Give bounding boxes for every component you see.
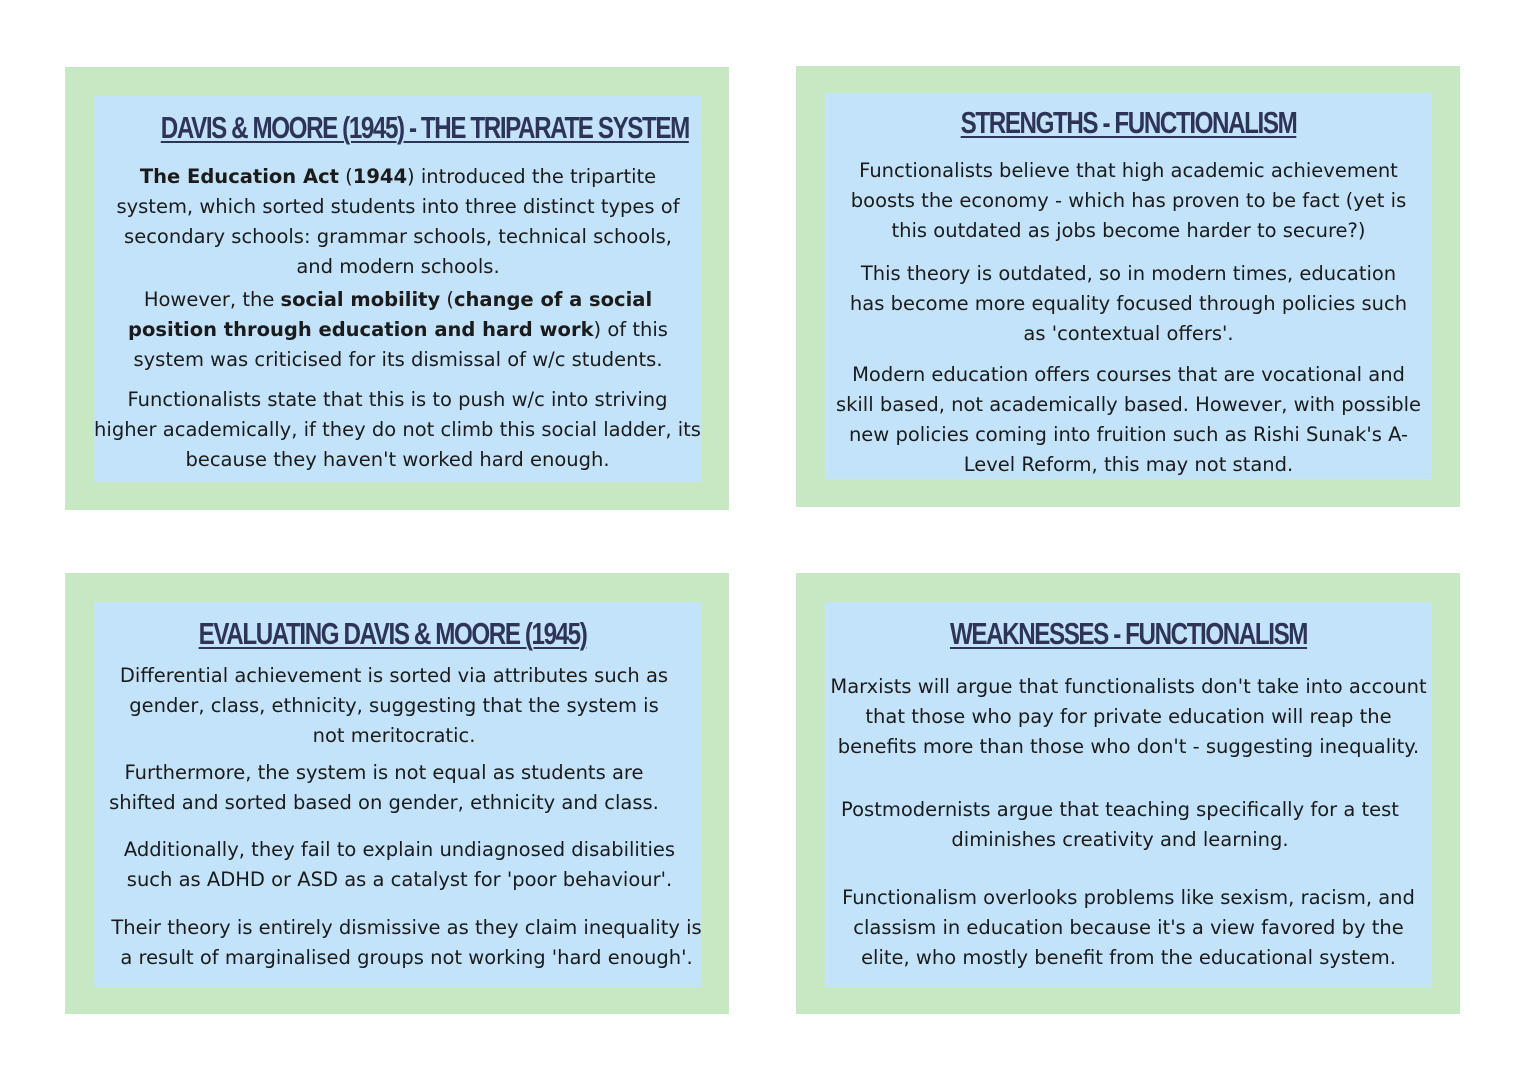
bold-text: The Education Act	[139, 165, 339, 188]
card-title: DAVIS & MOORE (1945) - THE TRIPARATE SYSTEM	[160, 110, 689, 145]
card-strengths-functionalism	[796, 66, 1460, 507]
card-weaknesses-functionalism	[796, 573, 1460, 1014]
text-span: (	[338, 165, 353, 188]
card-paragraph: Furthermore, the system is not equal as students are shifted and sorted based on gender, ethnicity and class.	[109, 761, 659, 814]
card-paragraph: Differential achievement is sorted via attributes such as gender, class, ethnicity, suggesting that the system is not meritocratic.	[119, 664, 669, 747]
card-paragraph: This theory is outdated, so in modern times, education has become more equality focused through policies such as 'contextual offers'.	[849, 262, 1408, 345]
card-title: STRENGTHS - FUNCTIONALISM	[960, 105, 1297, 140]
text-span: ) of this system was criticised for its dismissal of w/c students.	[133, 318, 668, 371]
card-content	[825, 602, 1432, 987]
card-content	[94, 602, 701, 987]
text-span: ) introduced the tripartite system, which sorted students into three distinct types of secondary schools: grammar schools, technical schools, and modern schools.	[116, 165, 680, 278]
card-paragraph	[108, 285, 688, 375]
card-title: EVALUATING DAVIS & MOORE (1945)	[198, 616, 587, 651]
card-paragraph: Postmodernists argue that teaching specifically for a test diminishes creativity and learning.	[841, 798, 1399, 851]
card-davis-moore-tripartite	[65, 67, 729, 510]
card-paragraph: Functionalism overlooks problems like sexism, racism, and classism in education because it's a view favored by the elite, who mostly benefit from the educational system.	[842, 886, 1415, 969]
card-title: WEAKNESSES - FUNCTIONALISM	[949, 616, 1308, 651]
text-span: (	[440, 288, 454, 311]
bold-text: social mobility	[280, 288, 441, 311]
card-paragraph: Modern education offers courses that are vocational and skill based, not academically based. However, with possible new policies coming into fruition such as Rishi Sunak's A-Level Reform, this may not stand.	[835, 363, 1422, 476]
card-paragraph	[108, 162, 688, 282]
card-paragraph: Marxists will argue that functionalists don't take into account that those who pay for private education will reap the benefits more than those who don't - suggesting inequality.	[830, 675, 1427, 758]
card-paragraph: Functionalists believe that high academic achievement boosts the economy - which has proven to be fact (yet is this outdated as jobs become harder to secure?)	[850, 159, 1407, 242]
card-paragraph: Additionally, they fail to explain undiagnosed disabilities such as ADHD or ASD as a catalyst for 'poor behaviour'.	[123, 838, 676, 891]
bold-text: 1944	[352, 165, 408, 188]
card-content	[825, 93, 1432, 479]
bold-text: change of a social position through education and hard work	[128, 288, 653, 341]
card-paragraph: Their theory is entirely dismissive as they claim inequality is a result of marginalised groups not working 'hard enough'.	[111, 916, 702, 969]
text-span: However, the	[143, 288, 281, 311]
card-evaluating-davis-moore	[65, 573, 729, 1014]
card-paragraph: Functionalists state that this is to push w/c into striving higher academically, if they do not climb this social ladder, its because they haven't worked hard enough.	[94, 388, 701, 471]
card-content	[94, 96, 701, 482]
